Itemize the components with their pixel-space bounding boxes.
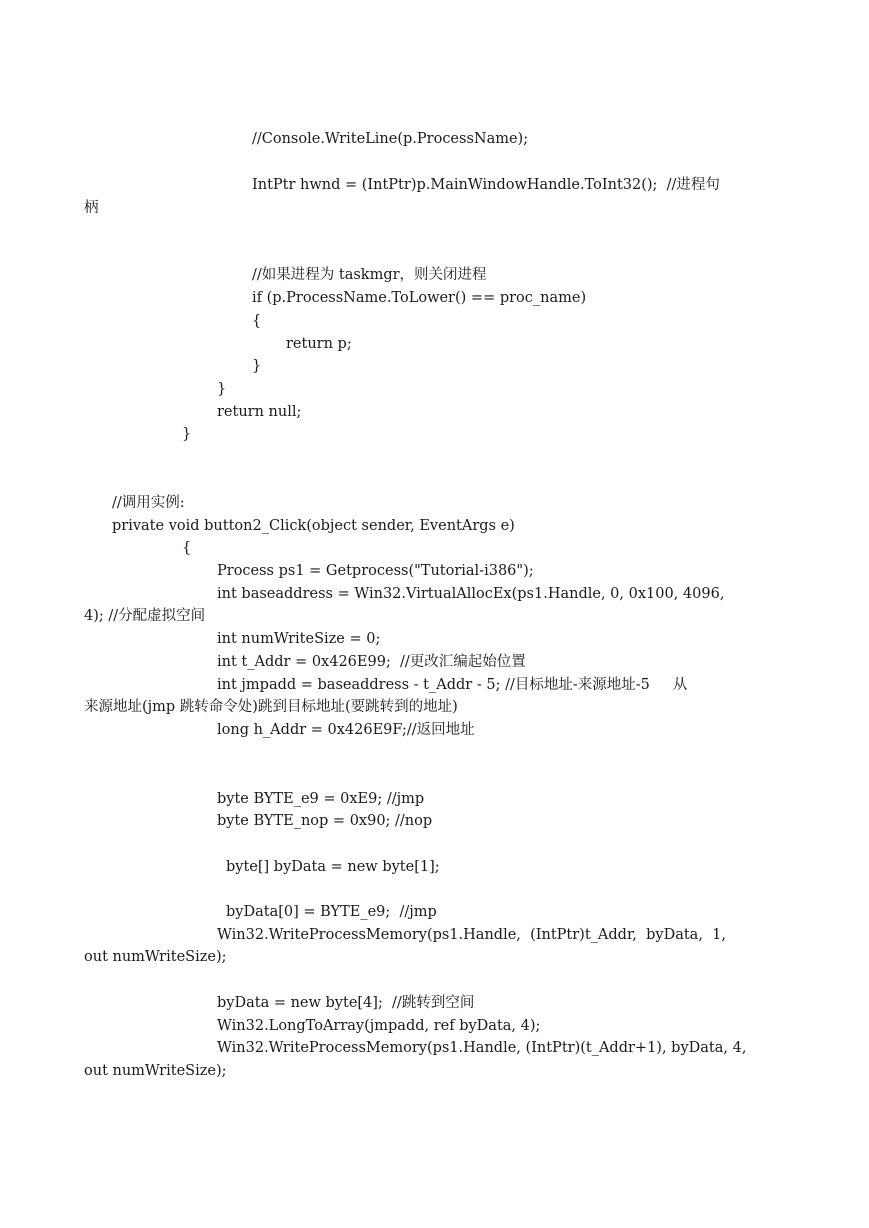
code-line: 来源地址(jmp 跳转命令处)跳到目标地址(要跳转到的地址)	[84, 699, 458, 715]
code-line: byte[] byData = new byte[1];	[226, 859, 440, 875]
code-line: }	[182, 426, 192, 442]
code-line: {	[252, 313, 262, 329]
code-line: int numWriteSize = 0;	[217, 631, 381, 647]
code-line: return null;	[217, 404, 302, 420]
code-line: int baseaddress = Win32.VirtualAllocEx(ps1.Handle, 0, 0x100, 4096,	[217, 586, 725, 602]
code-line: byte BYTE_e9 = 0xE9; //jmp	[217, 791, 425, 807]
code-line: }	[217, 381, 227, 397]
code-line: Win32.WriteProcessMemory(ps1.Handle, (IntPtr)(t_Addr+1), byData, 4,	[217, 1040, 747, 1056]
code-line: long h_Addr = 0x426E9F;//返回地址	[217, 722, 475, 738]
code-line: int t_Addr = 0x426E99; //更改汇编起始位置	[217, 654, 526, 670]
code-line: byte BYTE_nop = 0x90; //nop	[217, 813, 433, 829]
code-line: out numWriteSize);	[84, 1063, 227, 1079]
code-line: IntPtr hwnd = (IntPtr)p.MainWindowHandle.ToInt32(); //进程句	[252, 177, 720, 193]
code-line: byData = new byte[4]; //跳转到空间	[217, 995, 475, 1011]
code-line: 柄	[84, 200, 99, 216]
code-line: 4); //分配虚拟空间	[84, 608, 206, 624]
code-line: byData[0] = BYTE_e9; //jmp	[226, 904, 437, 920]
code-line: int jmpadd = baseaddress - t_Addr - 5; //目标地址-来源地址-5 从	[217, 677, 688, 693]
code-line: //调用实例:	[112, 495, 185, 511]
code-line: if (p.ProcessName.ToLower() == proc_name)	[252, 290, 587, 306]
code-line: private void button2_Click(object sender, EventArgs e)	[112, 518, 515, 534]
code-line: return p;	[286, 336, 352, 352]
code-line: //如果进程为 taskmgr，则关闭进程	[252, 267, 487, 283]
code-line: Win32.WriteProcessMemory(ps1.Handle, (IntPtr)t_Addr, byData, 1,	[217, 927, 726, 943]
code-line: out numWriteSize);	[84, 949, 227, 965]
code-line: //Console.WriteLine(p.ProcessName);	[252, 131, 529, 147]
code-line: {	[182, 540, 192, 556]
code-line: Win32.LongToArray(jmpadd, ref byData, 4);	[217, 1018, 541, 1034]
code-line: }	[252, 358, 262, 374]
code-line: Process ps1 = Getprocess("Tutorial-i386");	[217, 563, 534, 579]
